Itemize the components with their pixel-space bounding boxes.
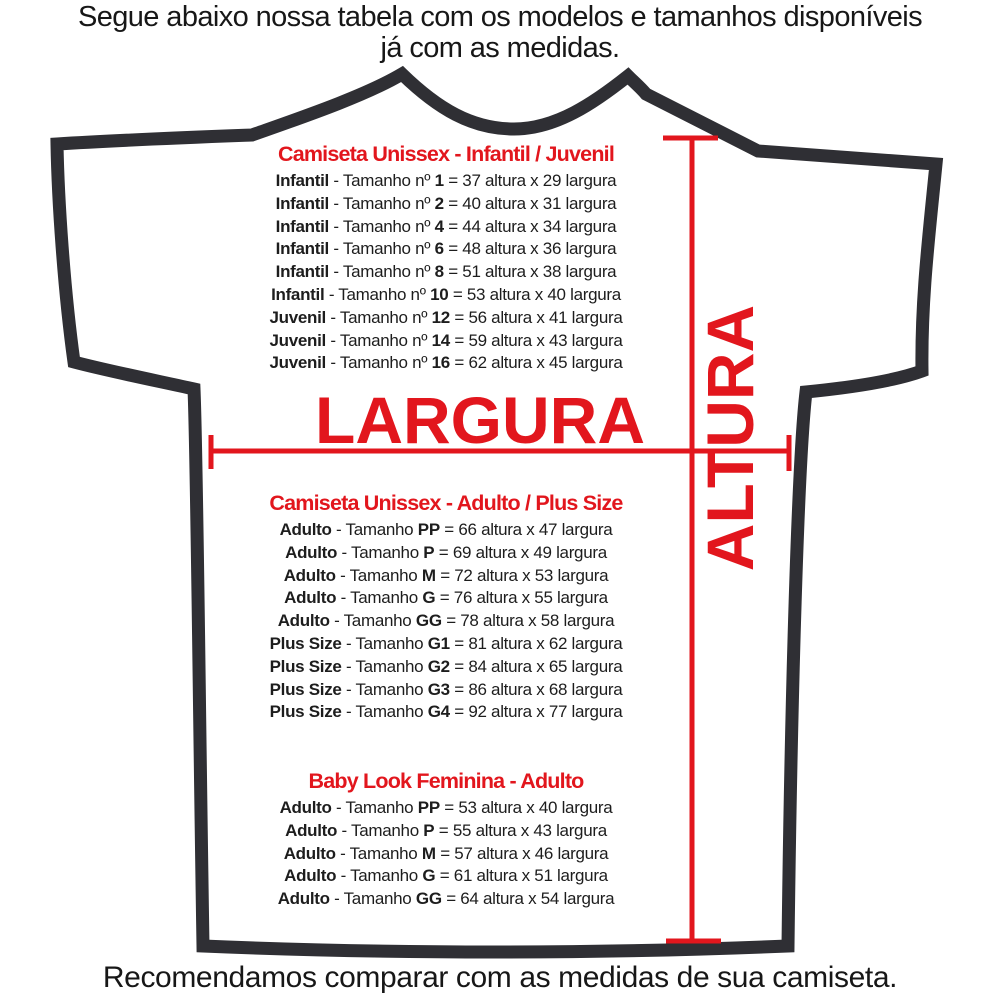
size-row-bold: M: [421, 843, 436, 863]
size-row-bold: Adulto: [279, 798, 332, 817]
size-row-bold: Adulto: [279, 520, 332, 539]
size-row-text: Tamanho nº: [342, 239, 431, 259]
size-row-text: Tamanho: [350, 866, 418, 886]
headline-line1: Segue abaixo nossa tabela com os modelos e tamanhos disponíveis: [77, 1, 923, 33]
size-row-bold: GG: [415, 611, 442, 631]
size-row-text: = 53 altura x 40 largura: [444, 798, 613, 817]
size-row-bold: 12: [431, 307, 450, 327]
size-row-text: Tamanho: [355, 656, 424, 676]
size-row-bold: P: [423, 542, 435, 562]
size-row-bold: 14: [431, 330, 450, 350]
size-row-text: = 81 altura x 62 largura: [454, 633, 623, 653]
size-row-text: Tamanho: [343, 611, 412, 631]
size-row-bold: Plus Size: [269, 633, 342, 653]
size-row-bold: Plus Size: [269, 702, 342, 722]
size-row-bold: Infantil: [275, 216, 329, 236]
size-row: Adulto - Tamanho G = 61 altura x 51 largura: [284, 866, 608, 886]
size-row: Infantil - Tamanho nº 4 = 44 altura x 34 largura: [275, 216, 617, 236]
size-row: Infantil - Tamanho nº 6 = 48 altura x 36 largura: [275, 239, 617, 259]
size-row-text: = 69 altura x 49 largura: [438, 542, 607, 562]
size-row-text: = 66 altura x 47 largura: [444, 520, 613, 539]
size-row-text: Tamanho nº: [342, 262, 431, 282]
size-row: Plus Size - Tamanho G4 = 92 altura x 77 largura: [269, 702, 623, 722]
size-row-text: = 72 altura x 53 largura: [440, 565, 609, 585]
size-row-text: = 40 altura x 31 largura: [448, 193, 617, 213]
size-row-bold: G4: [427, 702, 450, 722]
size-row-bold: Adulto: [284, 866, 337, 886]
size-row-bold: Adulto: [285, 542, 338, 562]
size-row-bold: G1: [427, 633, 450, 653]
size-row-bold: Adulto: [283, 565, 336, 585]
size-row-text: Tamanho nº: [342, 171, 431, 190]
width-dimension-label: LARGURA: [315, 383, 645, 457]
size-row-bold: Adulto: [285, 820, 338, 840]
size-row-text: Tamanho nº: [339, 353, 428, 373]
size-section: [126, 769, 766, 911]
size-row-text: Tamanho nº: [338, 284, 426, 304]
size-row: Infantil - Tamanho nº 10 = 53 altura x 40 largura: [271, 284, 621, 304]
size-row: Adulto - Tamanho GG = 64 altura x 54 largura: [277, 889, 615, 909]
size-row: Adulto - Tamanho G = 76 altura x 55 largura: [284, 588, 608, 608]
size-row-text: Tamanho: [345, 520, 414, 539]
size-row-bold: 1: [434, 171, 444, 190]
size-row: Adulto - Tamanho M = 57 altura x 46 largura: [283, 843, 609, 863]
size-row: Plus Size - Tamanho G3 = 86 altura x 68 largura: [269, 679, 623, 699]
size-row-text: Tamanho: [345, 798, 414, 817]
size-row-text: = 51 altura x 38 largura: [448, 262, 617, 282]
headline-line2: já com as medidas.: [380, 32, 620, 64]
size-row-bold: Juvenil: [269, 353, 326, 373]
size-row-bold: Plus Size: [269, 679, 342, 699]
size-row: Adulto - Tamanho M = 72 altura x 53 largura: [283, 565, 609, 585]
size-row-text: = 44 altura x 34 largura: [448, 216, 617, 236]
size-row-bold: G2: [427, 656, 450, 676]
size-row: Plus Size - Tamanho G2 = 84 altura x 65 largura: [269, 656, 623, 676]
size-row: Juvenil - Tamanho nº 16 = 62 altura x 45 largura: [269, 353, 623, 373]
size-row: Adulto - Tamanho P = 55 altura x 43 largura: [285, 820, 607, 840]
size-row: Adulto - Tamanho PP = 53 altura x 40 largura: [279, 798, 613, 817]
section-title: Camiseta Unissex - Adulto / Plus Size: [269, 491, 623, 515]
size-row-bold: P: [423, 820, 435, 840]
size-row-text: = 86 altura x 68 largura: [454, 679, 623, 699]
size-row-text: = 56 altura x 41 largura: [454, 307, 623, 327]
size-row: Infantil - Tamanho nº 2 = 40 altura x 31 largura: [275, 193, 617, 213]
size-section: [126, 142, 766, 375]
size-row-text: = 48 altura x 36 largura: [448, 239, 617, 259]
size-row-text: Tamanho nº: [342, 193, 431, 213]
size-row-bold: GG: [415, 889, 442, 909]
size-row-text: = 57 altura x 46 largura: [440, 843, 609, 863]
size-row-text: Tamanho: [343, 889, 412, 909]
size-row-bold: Infantil: [271, 284, 325, 304]
size-row-bold: 16: [431, 353, 450, 373]
size-row-text: Tamanho: [349, 565, 418, 585]
size-row-bold: G3: [427, 679, 450, 699]
size-row-text: Tamanho nº: [342, 216, 431, 236]
size-row-text: Tamanho: [355, 702, 424, 722]
size-row: Juvenil - Tamanho nº 12 = 56 altura x 41 largura: [269, 307, 623, 327]
size-row-bold: Plus Size: [269, 656, 342, 676]
size-row: Plus Size - Tamanho G1 = 81 altura x 62 largura: [269, 633, 623, 653]
size-row-text: Tamanho: [351, 820, 419, 840]
size-row-text: = 62 altura x 45 largura: [454, 353, 623, 373]
size-row-bold: Infantil: [275, 239, 329, 259]
height-dimension-label: ALTURA: [693, 304, 767, 572]
size-row-bold: M: [421, 565, 436, 585]
size-row-bold: Juvenil: [269, 307, 326, 327]
size-row-bold: G: [422, 866, 436, 886]
size-row-bold: PP: [417, 520, 440, 539]
size-row-text: = 53 altura x 40 largura: [452, 284, 621, 304]
size-row-bold: Adulto: [277, 889, 330, 909]
size-row: Infantil - Tamanho nº 8 = 51 altura x 38 largura: [275, 262, 617, 282]
size-row-bold: Infantil: [275, 262, 329, 282]
section-title: Camiseta Unissex - Infantil / Juvenil: [277, 142, 615, 166]
size-row-text: = 78 altura x 58 largura: [446, 611, 615, 631]
size-row-text: = 37 altura x 29 largura: [448, 171, 617, 190]
size-row-text: = 61 altura x 51 largura: [439, 866, 608, 886]
size-row-bold: 8: [434, 262, 444, 282]
size-row-bold: 10: [430, 284, 449, 304]
size-row-text: = 59 altura x 43 largura: [454, 330, 623, 350]
size-row-bold: Adulto: [283, 843, 336, 863]
size-row-text: Tamanho nº: [339, 307, 428, 327]
size-section: [126, 491, 766, 724]
size-row-text: Tamanho nº: [339, 330, 428, 350]
size-row-bold: PP: [417, 798, 440, 817]
size-row-text: = 64 altura x 54 largura: [446, 889, 615, 909]
size-row-text: = 84 altura x 65 largura: [454, 656, 623, 676]
size-row-bold: Infantil: [275, 193, 329, 213]
size-row-text: Tamanho: [351, 542, 419, 562]
size-row: Adulto - Tamanho P = 69 altura x 49 largura: [285, 542, 607, 562]
size-row-text: Tamanho: [355, 633, 424, 653]
size-row: Juvenil - Tamanho nº 14 = 59 altura x 43 largura: [269, 330, 623, 350]
size-row-bold: Infantil: [275, 171, 329, 190]
size-row-text: Tamanho: [349, 843, 418, 863]
size-row: Infantil - Tamanho nº 1 = 37 altura x 29 largura: [275, 171, 617, 190]
size-row-bold: 2: [434, 193, 444, 213]
size-row-bold: Adulto: [277, 611, 330, 631]
size-row-text: = 92 altura x 77 largura: [454, 702, 623, 722]
size-row-text: = 55 altura x 43 largura: [438, 820, 607, 840]
footer-note: Recomendamos comparar com as medidas de sua camiseta.: [102, 961, 898, 994]
size-row-bold: Adulto: [284, 588, 337, 608]
size-row-bold: 6: [434, 239, 444, 259]
size-row-bold: 4: [434, 216, 444, 236]
section-title: Baby Look Feminina - Adulto: [308, 769, 584, 793]
size-row: Adulto - Tamanho PP = 66 altura x 47 largura: [279, 520, 613, 539]
size-row-text: Tamanho: [355, 679, 424, 699]
size-row: Adulto - Tamanho GG = 78 altura x 58 largura: [277, 611, 615, 631]
size-row-bold: Juvenil: [269, 330, 326, 350]
size-row-text: = 76 altura x 55 largura: [439, 588, 608, 608]
size-row-bold: G: [422, 588, 436, 608]
size-row-text: Tamanho: [350, 588, 418, 608]
